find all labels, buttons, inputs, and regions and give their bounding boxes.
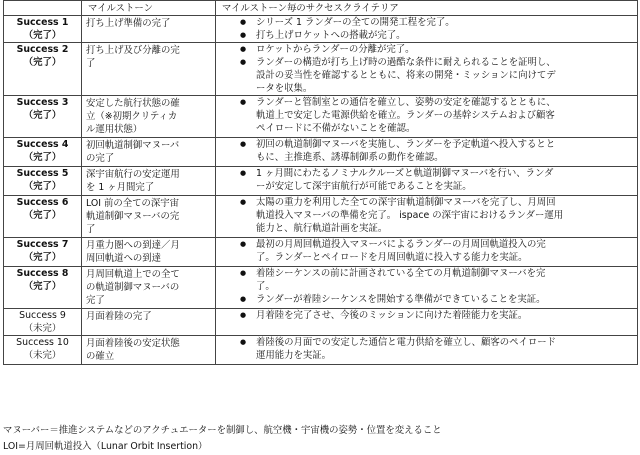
criteria-item bbox=[216, 267, 637, 293]
criteria-text-line: ● 打ち上げロケットへの搭載が完了。 bbox=[256, 30, 406, 41]
milestone-text-line: 打ち上げ及び分離の完 bbox=[86, 45, 180, 56]
criteria-list bbox=[216, 167, 637, 193]
criteria-cell bbox=[216, 138, 638, 167]
criteria-text-line: ● 着陸シーケンスの前に計画されている全ての月軌道制御マヌーバを完 bbox=[256, 268, 546, 279]
criteria-text-line: ーが安定して深宇宙航行が可能であることを実証。 bbox=[256, 181, 472, 192]
milestone-text-line: の軌道制御マヌーバの bbox=[86, 282, 180, 293]
milestone-id-cell bbox=[4, 167, 82, 196]
criteria-text-line: 軌道投入マヌーバの準備を完了。 ispace の深宇宙におけるランダー運用 bbox=[256, 210, 564, 221]
criteria-cell bbox=[216, 167, 638, 196]
criteria-item bbox=[216, 29, 637, 42]
criteria-text-line: もに、主推進系、誘導制御系の動作を確認。 bbox=[256, 152, 444, 163]
criteria-text-line: ● 初回の軌道制御マヌーバを実施し、ランダーを予定軌道へ投入するとと bbox=[256, 139, 556, 150]
milestone-cell bbox=[82, 309, 216, 336]
success-status: （完了） bbox=[23, 210, 62, 221]
criteria-item bbox=[216, 56, 637, 95]
milestone-id-cell bbox=[4, 336, 82, 365]
table-row bbox=[4, 196, 638, 238]
milestone-text-line: 初回軌道制御マヌーバ bbox=[86, 140, 180, 151]
criteria-item bbox=[216, 43, 637, 56]
milestone-table bbox=[3, 0, 638, 365]
criteria-text-line: ● ランダーと管制室との通信を確立し、姿勢の安定を確認するとともに、 bbox=[256, 97, 556, 108]
criteria-text-line: ● 月着陸を完了させ、今後のミッションに向けた着陸能力を実証。 bbox=[256, 310, 528, 321]
milestone-text-line: 打ち上げ準備の完了 bbox=[86, 18, 171, 29]
table-row bbox=[4, 336, 638, 365]
milestone-id-cell bbox=[4, 16, 82, 43]
milestone-text-line: の完了 bbox=[86, 153, 115, 164]
criteria-list bbox=[216, 196, 637, 235]
success-status: （未完） bbox=[23, 350, 62, 361]
success-name: Success 4 bbox=[16, 139, 69, 150]
success-name: Success 3 bbox=[16, 97, 69, 108]
criteria-text-line: 運用能力を実証。 bbox=[256, 350, 332, 361]
criteria-list bbox=[216, 267, 637, 306]
success-name: Success 10 bbox=[16, 337, 69, 348]
criteria-item bbox=[216, 238, 637, 264]
criteria-text-line: ● 着陸後の月面での安定した通信と電力供給を確立し、顧客のペイロード bbox=[256, 337, 557, 348]
milestone-id-cell bbox=[4, 238, 82, 267]
criteria-cell bbox=[216, 43, 638, 96]
milestone-cell bbox=[82, 267, 216, 309]
criteria-item bbox=[216, 96, 637, 135]
table-row bbox=[4, 16, 638, 43]
header-cell-criteria: マイルストーン毎のサクセスクライテリア bbox=[216, 1, 638, 16]
criteria-text-line: 能力と、航行軌道計画を実証。 bbox=[256, 223, 388, 234]
table-row bbox=[4, 96, 638, 138]
milestone-text-line: 月重力圏への到達／月 bbox=[86, 240, 180, 251]
success-status: （完了） bbox=[23, 30, 62, 41]
milestone-id-cell bbox=[4, 96, 82, 138]
milestone-text-line: 安定した航行状態の確 bbox=[86, 98, 180, 109]
criteria-item bbox=[216, 309, 637, 322]
milestone-cell bbox=[82, 196, 216, 238]
milestone-text-line: 了 bbox=[86, 224, 96, 235]
criteria-item bbox=[216, 167, 637, 193]
table-row bbox=[4, 238, 638, 267]
criteria-text-line: ● 最初の月周回軌道投入マヌーバによるランダーの月周回軌道投入の完 bbox=[256, 239, 546, 250]
footnote-maneuver: マヌーバー＝推進システムなどのアクチュエーターを制御し、航空機・宇宙機の姿勢・位置を変えること bbox=[3, 425, 442, 436]
table-row bbox=[4, 138, 638, 167]
criteria-text-line: 軌道上で安定した電源供給を確立。ランダーの基幹システムおよび顧客 bbox=[256, 110, 555, 121]
header-cell-1 bbox=[4, 1, 82, 16]
success-status: （完了） bbox=[23, 181, 62, 192]
criteria-text-line: 了。ランダーとペイロードを月周回軌道に投入する能力を実証。 bbox=[256, 252, 528, 263]
milestone-text-line: 月周回軌道上での全て bbox=[86, 269, 180, 280]
criteria-cell bbox=[216, 196, 638, 238]
criteria-text-line: ● 1 ヶ月間にわたるノミナルクルーズと軌道制御マヌーバを行い、ランダ bbox=[256, 168, 554, 179]
success-name: Success 5 bbox=[16, 168, 69, 179]
criteria-list bbox=[216, 96, 637, 135]
footnote-loi: LOI=月周回軌道投入（Lunar Orbit Insertion） bbox=[3, 441, 208, 452]
header-cell-milestone: マイルストーン bbox=[82, 1, 216, 16]
table-row bbox=[4, 43, 638, 96]
milestone-text-line: 月面着陸の完了 bbox=[86, 311, 152, 322]
criteria-item bbox=[216, 138, 637, 164]
criteria-text-line: ペイロードに不備がないことを確認。 bbox=[256, 123, 416, 134]
milestone-cell bbox=[82, 167, 216, 196]
table-header-row bbox=[4, 1, 638, 16]
milestone-text-line: LOI 前の全ての深宇宙 bbox=[86, 198, 180, 209]
success-name: Success 7 bbox=[16, 239, 69, 250]
milestone-text-line: 深宇宙航行の安定運用 bbox=[86, 169, 180, 180]
criteria-list bbox=[216, 16, 637, 42]
criteria-list bbox=[216, 238, 637, 264]
milestone-text-line: 完了 bbox=[86, 295, 105, 306]
success-status: （完了） bbox=[23, 281, 62, 292]
table-row bbox=[4, 167, 638, 196]
criteria-cell bbox=[216, 309, 638, 336]
milestone-cell bbox=[82, 138, 216, 167]
criteria-item bbox=[216, 293, 637, 306]
milestone-cell bbox=[82, 96, 216, 138]
criteria-text-line: ● 太陽の重力を利用した全ての深宇宙軌道制御マヌーバを完了し、月周回 bbox=[256, 197, 556, 208]
success-status: （完了） bbox=[23, 57, 62, 68]
success-name: Success 1 bbox=[16, 17, 69, 28]
criteria-text-line: ータを収集。 bbox=[256, 83, 313, 94]
milestone-cell bbox=[82, 43, 216, 96]
criteria-list bbox=[216, 309, 637, 322]
criteria-text-line: ● ロケットからランダーの分離が完了。 bbox=[256, 44, 415, 55]
criteria-list bbox=[216, 43, 637, 95]
criteria-text-line: ● シリーズ 1 ランダーの全ての開発工程を完了。 bbox=[256, 17, 455, 28]
milestone-text-line: の確立 bbox=[86, 351, 115, 362]
milestone-cell bbox=[82, 336, 216, 365]
success-name: Success 9 bbox=[19, 310, 66, 321]
success-status: （完了） bbox=[23, 252, 62, 263]
criteria-item bbox=[216, 336, 637, 362]
table-body bbox=[4, 16, 638, 365]
milestone-text-line: 周回軌道への到達 bbox=[86, 253, 162, 264]
success-name: Success 6 bbox=[16, 197, 69, 208]
criteria-cell bbox=[216, 96, 638, 138]
criteria-text-line: ● ランダーが着陸シーケンスを開始する準備ができていることを実証。 bbox=[256, 294, 546, 305]
success-status: （完了） bbox=[23, 110, 62, 121]
milestone-id-cell bbox=[4, 267, 82, 309]
criteria-item bbox=[216, 196, 637, 235]
table-row bbox=[4, 309, 638, 336]
criteria-list bbox=[216, 138, 637, 164]
criteria-cell bbox=[216, 16, 638, 43]
milestone-id-cell bbox=[4, 43, 82, 96]
milestone-text-line: を 1 ヶ月間完了 bbox=[86, 182, 155, 193]
criteria-cell bbox=[216, 336, 638, 365]
success-status: （完了） bbox=[23, 152, 62, 163]
milestone-text-line: 立（※初期クリティカ bbox=[86, 111, 178, 122]
milestone-cell bbox=[82, 238, 216, 267]
milestone-cell bbox=[82, 16, 216, 43]
milestone-text-line: 了 bbox=[86, 58, 96, 69]
criteria-cell bbox=[216, 238, 638, 267]
criteria-text-line: 設計の妥当性を確認するとともに、将来の開発・ミッションに向けてデ bbox=[256, 70, 556, 81]
milestone-text-line: ル運用状態） bbox=[86, 124, 143, 135]
criteria-text-line: ● ランダーの構造が打ち上げ時の過酷な条件に耐えられることを証明し、 bbox=[256, 57, 556, 68]
milestone-text-line: 軌道制御マヌーバの完 bbox=[86, 211, 180, 222]
milestone-id-cell bbox=[4, 138, 82, 167]
criteria-text-line: 了。 bbox=[256, 281, 275, 292]
milestone-id-cell bbox=[4, 309, 82, 336]
table-row bbox=[4, 267, 638, 309]
milestone-id-cell bbox=[4, 196, 82, 238]
criteria-list bbox=[216, 336, 637, 362]
milestone-text-line: 月面着陸後の安定状態 bbox=[86, 338, 180, 349]
success-name: Success 2 bbox=[16, 44, 69, 55]
success-status: （未完） bbox=[23, 323, 62, 334]
criteria-item bbox=[216, 16, 637, 29]
success-name: Success 8 bbox=[16, 268, 69, 279]
criteria-cell bbox=[216, 267, 638, 309]
